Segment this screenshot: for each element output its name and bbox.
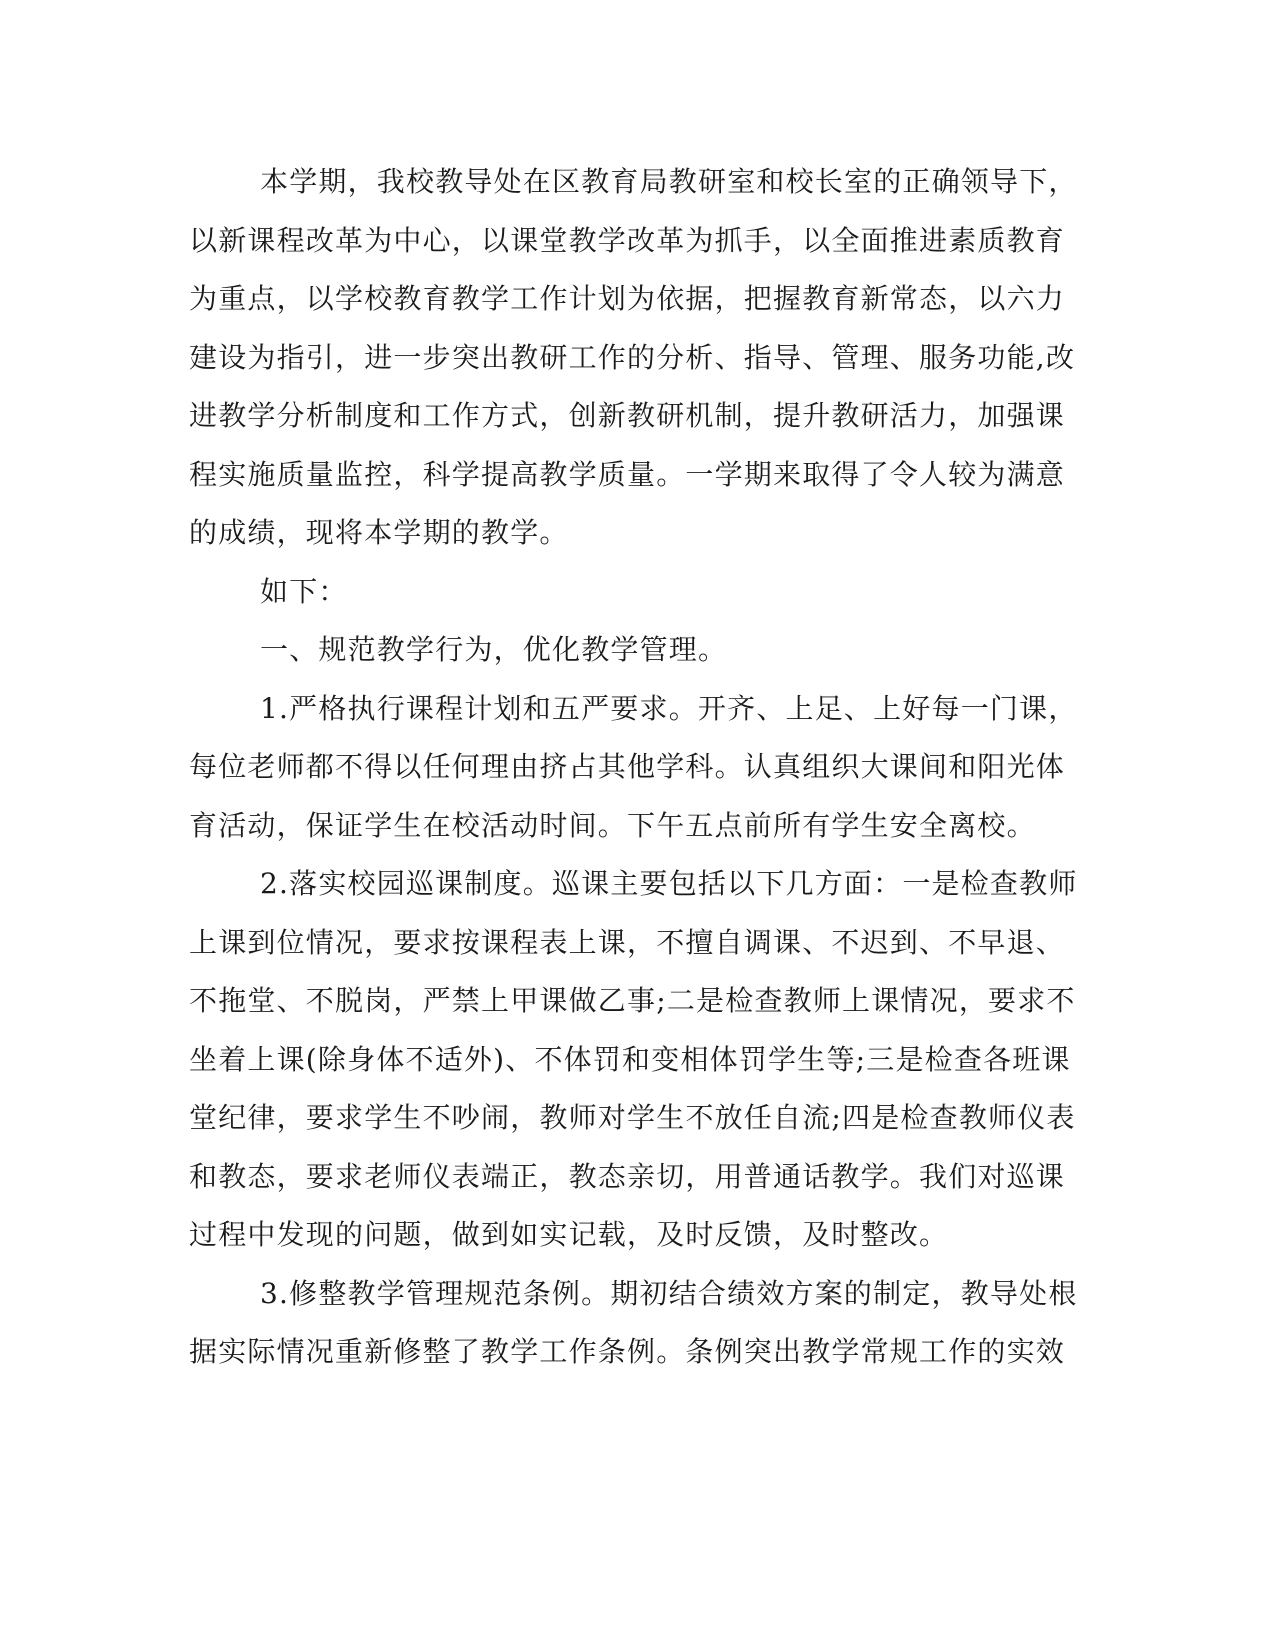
item-2-line-1: 2.落实校园巡课制度。巡课主要包括以下几方面：一是检查教师 bbox=[260, 867, 1078, 900]
paragraph-intro-line-6: 程实施质量监控，科学提高教学质量。一学期来取得了令人较为满意 bbox=[189, 458, 1066, 491]
paragraph-as-follows: 如下： bbox=[260, 575, 348, 608]
paragraph-intro-line-7: 的成绩，现将本学期的教学。 bbox=[189, 516, 569, 549]
item-3-line-1: 3.修整教学管理规范条例。期初结合绩效方案的制定，教导处根 bbox=[260, 1277, 1078, 1310]
item-2-line-3: 不拖堂、不脱岗，严禁上甲课做乙事;二是检查教师上课情况，要求不 bbox=[189, 984, 1076, 1017]
paragraph-intro-line-5: 进教学分析制度和工作方式，创新教研机制，提升教研活力，加强课 bbox=[189, 399, 1066, 432]
item-3-line-2: 据实际情况重新修整了教学工作条例。条例突出教学常规工作的实效 bbox=[189, 1335, 1066, 1368]
item-1-line-2: 每位老师都不得以任何理由挤占其他学科。认真组织大课间和阳光体 bbox=[189, 750, 1066, 783]
paragraph-intro-line-3: 为重点，以学校教育教学工作计划为依据，把握教育新常态，以六力 bbox=[189, 282, 1066, 315]
item-1-line-3: 育活动，保证学生在校活动时间。下午五点前所有学生安全离校。 bbox=[189, 809, 1036, 842]
paragraph-intro-line-1: 本学期，我校教导处在区教育局教研室和校长室的正确领导下， bbox=[260, 165, 1078, 198]
item-2-line-7: 过程中发现的问题，做到如实记载，及时反馈，及时整改。 bbox=[189, 1218, 949, 1251]
item-2-line-6: 和教态，要求老师仪表端正，教态亲切，用普通话教学。我们对巡课 bbox=[189, 1160, 1066, 1193]
section-heading-1: 一、规范教学行为，优化教学管理。 bbox=[260, 633, 728, 666]
item-1-line-1: 1.严格执行课程计划和五严要求。开齐、上足、上好每一门课， bbox=[260, 692, 1078, 725]
item-2-line-4: 坐着上课(除身体不适外)、不体罚和变相体罚学生等;三是检查各班课 bbox=[189, 1043, 1071, 1076]
paragraph-intro-line-2: 以新课程改革为中心，以课堂教学改革为抓手，以全面推进素质教育 bbox=[189, 224, 1066, 257]
item-2-line-2: 上课到位情况，要求按课程表上课，不擅自调课、不迟到、不早退、 bbox=[189, 926, 1066, 959]
item-2-line-5: 堂纪律，要求学生不吵闹，教师对学生不放任自流;四是检查教师仪表 bbox=[189, 1101, 1076, 1134]
paragraph-intro-line-4: 建设为指引，进一步突出教研工作的分析、指导、管理、服务功能,改 bbox=[189, 341, 1076, 374]
